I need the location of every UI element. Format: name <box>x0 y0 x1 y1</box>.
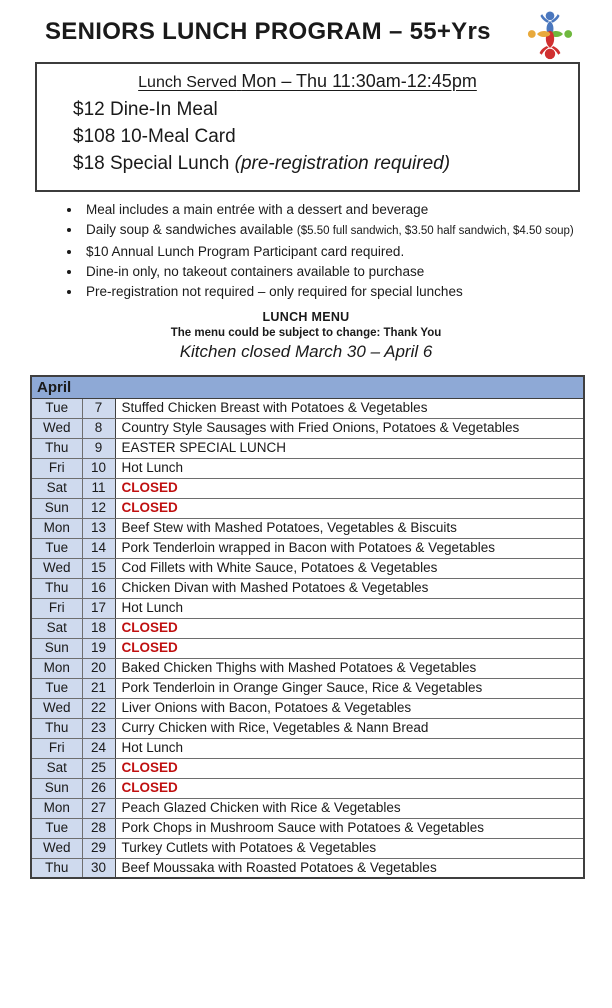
menu-item-cell: CLOSED <box>115 478 584 498</box>
note-detail: ($5.50 full sandwich, $3.50 half sandwich, $4.50 soup) <box>296 225 574 237</box>
menu-table-row <box>31 558 584 578</box>
menu-heading-block <box>0 310 612 362</box>
menu-table-row <box>31 398 584 418</box>
note-item <box>82 264 612 279</box>
menu-item-cell: Pork Chops in Mushroom Sauce with Potatoes & Vegetables <box>115 818 584 838</box>
date-cell: 25 <box>82 758 115 778</box>
menu-table-row <box>31 438 584 458</box>
date-cell: 16 <box>82 578 115 598</box>
day-cell: Mon <box>31 518 82 538</box>
menu-table-row <box>31 478 584 498</box>
day-cell: Tue <box>31 398 82 418</box>
price-text: $108 10-Meal Card <box>73 126 236 147</box>
day-cell: Mon <box>31 798 82 818</box>
day-cell: Tue <box>31 818 82 838</box>
menu-table-row <box>31 618 584 638</box>
day-cell: Wed <box>31 698 82 718</box>
date-cell: 19 <box>82 638 115 658</box>
menu-table-row <box>31 538 584 558</box>
day-cell: Sat <box>31 478 82 498</box>
notes-list <box>82 202 612 299</box>
page-title: SENIORS LUNCH PROGRAM – 55+Yrs <box>45 18 491 45</box>
kitchen-closed-note: Kitchen closed March 30 – April 6 <box>179 342 433 361</box>
date-cell: 27 <box>82 798 115 818</box>
menu-table-row <box>31 498 584 518</box>
header <box>0 0 612 46</box>
day-cell: Sat <box>31 618 82 638</box>
menu-item-cell: CLOSED <box>115 498 584 518</box>
day-cell: Sun <box>31 778 82 798</box>
price-line-dine-in <box>73 96 568 123</box>
date-cell: 30 <box>82 858 115 878</box>
day-cell: Sun <box>31 638 82 658</box>
date-cell: 28 <box>82 818 115 838</box>
date-cell: 7 <box>82 398 115 418</box>
date-cell: 17 <box>82 598 115 618</box>
menu-item-cell: Country Style Sausages with Fried Onions, Potatoes & Vegetables <box>115 418 584 438</box>
menu-item-cell: CLOSED <box>115 618 584 638</box>
day-cell: Tue <box>31 678 82 698</box>
menu-table-row <box>31 458 584 478</box>
price-line-special-lunch <box>73 150 568 177</box>
date-cell: 24 <box>82 738 115 758</box>
menu-item-cell: Hot Lunch <box>115 598 584 618</box>
menu-item-cell: Liver Onions with Bacon, Potatoes & Vegetables <box>115 698 584 718</box>
day-cell: Thu <box>31 858 82 878</box>
menu-table-row <box>31 678 584 698</box>
menu-change-note: The menu could be subject to change: Thank You <box>170 327 442 339</box>
serving-times-heading <box>73 71 542 92</box>
day-cell: Thu <box>31 578 82 598</box>
day-cell: Fri <box>31 598 82 618</box>
menu-item-cell: Hot Lunch <box>115 458 584 478</box>
menu-item-cell: Baked Chicken Thighs with Mashed Potatoes & Vegetables <box>115 658 584 678</box>
note-text: Dine-in only, no takeout containers available to purchase <box>86 264 425 279</box>
date-cell: 8 <box>82 418 115 438</box>
day-cell: Wed <box>31 838 82 858</box>
note-item <box>82 222 612 239</box>
note-text: $10 Annual Lunch Program Participant card required. <box>86 244 405 259</box>
price-text: $18 Special Lunch <box>73 153 230 174</box>
menu-item-cell: Turkey Cutlets with Potatoes & Vegetables <box>115 838 584 858</box>
menu-table-body <box>31 398 584 878</box>
menu-table-row <box>31 818 584 838</box>
date-cell: 22 <box>82 698 115 718</box>
day-cell: Wed <box>31 418 82 438</box>
day-cell: Fri <box>31 738 82 758</box>
menu-table-row <box>31 698 584 718</box>
menu-table-row <box>31 718 584 738</box>
menu-item-cell: Peach Glazed Chicken with Rice & Vegetables <box>115 798 584 818</box>
menu-table-row <box>31 778 584 798</box>
date-cell: 21 <box>82 678 115 698</box>
menu-item-cell: Cod Fillets with White Sauce, Potatoes & Vegetables <box>115 558 584 578</box>
menu-table-row <box>31 838 584 858</box>
menu-item-cell: EASTER SPECIAL LUNCH <box>115 438 584 458</box>
menu-item-cell: CLOSED <box>115 778 584 798</box>
served-label: Lunch Served <box>138 74 237 91</box>
date-cell: 14 <box>82 538 115 558</box>
menu-item-cell: Beef Stew with Mashed Potatoes, Vegetables & Biscuits <box>115 518 584 538</box>
price-note: (pre-registration required) <box>234 153 451 174</box>
date-cell: 12 <box>82 498 115 518</box>
menu-table-row <box>31 858 584 878</box>
date-cell: 20 <box>82 658 115 678</box>
menu-table-row <box>31 598 584 618</box>
date-cell: 11 <box>82 478 115 498</box>
price-line-meal-card <box>73 123 568 150</box>
day-cell: Tue <box>31 538 82 558</box>
menu-table-row <box>31 518 584 538</box>
date-cell: 9 <box>82 438 115 458</box>
menu-table-row <box>31 418 584 438</box>
day-cell: Thu <box>31 438 82 458</box>
menu-table-row <box>31 758 584 778</box>
menu-item-cell: Chicken Divan with Mashed Potatoes & Vegetables <box>115 578 584 598</box>
month-header-row <box>31 376 584 398</box>
month-header: April <box>31 376 584 398</box>
note-text: Daily soup & sandwiches available <box>86 222 294 237</box>
note-item <box>82 284 612 299</box>
date-cell: 26 <box>82 778 115 798</box>
menu-item-cell: Pork Tenderloin wrapped in Bacon with Potatoes & Vegetables <box>115 538 584 558</box>
note-item <box>82 244 612 259</box>
day-cell: Thu <box>31 718 82 738</box>
date-cell: 15 <box>82 558 115 578</box>
day-cell: Fri <box>31 458 82 478</box>
menu-item-cell: Stuffed Chicken Breast with Potatoes & Vegetables <box>115 398 584 418</box>
menu-table-row <box>31 578 584 598</box>
menu-table-row <box>31 738 584 758</box>
menu-item-cell: Pork Tenderloin in Orange Ginger Sauce, Rice & Vegetables <box>115 678 584 698</box>
note-text: Meal includes a main entrée with a dessert and beverage <box>86 202 429 217</box>
community-people-circle-icon <box>524 8 576 60</box>
day-cell: Mon <box>31 658 82 678</box>
price-box <box>35 62 580 192</box>
menu-item-cell: Beef Moussaka with Roasted Potatoes & Vegetables <box>115 858 584 878</box>
date-cell: 29 <box>82 838 115 858</box>
note-text: Pre-registration not required – only required for special lunches <box>86 284 463 299</box>
lunch-menu-title: LUNCH MENU <box>262 310 350 324</box>
day-cell: Wed <box>31 558 82 578</box>
note-item <box>82 202 612 217</box>
date-cell: 18 <box>82 618 115 638</box>
menu-item-cell: Hot Lunch <box>115 738 584 758</box>
price-text: $12 Dine-In Meal <box>73 99 218 120</box>
menu-item-cell: CLOSED <box>115 758 584 778</box>
menu-item-cell: Curry Chicken with Rice, Vegetables & Nann Bread <box>115 718 584 738</box>
menu-table-row <box>31 658 584 678</box>
menu-table <box>30 375 585 879</box>
date-cell: 13 <box>82 518 115 538</box>
date-cell: 23 <box>82 718 115 738</box>
served-times: Mon – Thu 11:30am-12:45pm <box>241 71 477 91</box>
date-cell: 10 <box>82 458 115 478</box>
menu-table-row <box>31 798 584 818</box>
menu-item-cell: CLOSED <box>115 638 584 658</box>
day-cell: Sun <box>31 498 82 518</box>
day-cell: Sat <box>31 758 82 778</box>
menu-table-row <box>31 638 584 658</box>
